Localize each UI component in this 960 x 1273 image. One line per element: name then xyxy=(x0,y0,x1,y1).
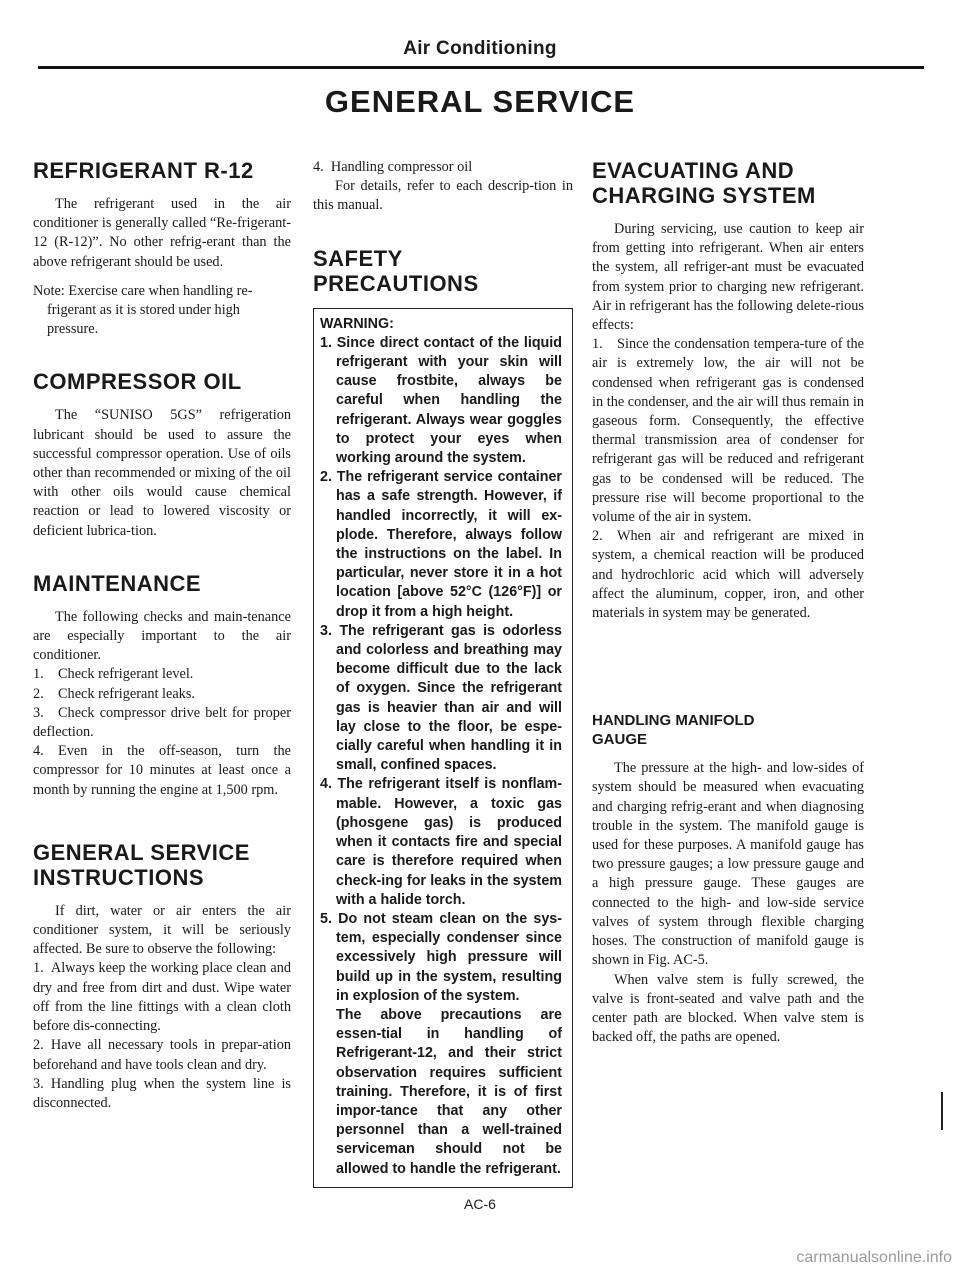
safety-heading: SAFETY xyxy=(313,245,403,271)
refrigerant-note: Note: Exercise care when handling re-frigerant as it is stored under high pressure. xyxy=(33,282,253,338)
handling-oil-body: For details, refer to each descrip-tion in this manual. xyxy=(313,178,573,214)
warning-item: 4. The refrigerant itself is nonflam-mable. However, a toxic gas (phosgene gas) is produced when it contacts fire and special care is therefore required when check-ing for leaks in the system with a halide torch. xyxy=(320,776,562,908)
page-number: AC-6 xyxy=(464,1196,496,1212)
watermark: carmanualsonline.info xyxy=(796,1249,952,1266)
evacuating-intro: During servicing, use caution to keep air from getting into refrigerant. When air enters the system, all refriger-ant must be evacuated from system prior to charging new refrigerant. Air in refrigerant has the following delete-rious effects: xyxy=(592,221,864,334)
compressor-oil-body: The “SUNISO 5GS” refrigeration lubricant should be used to assure the successful compressor operation. Use of oils other than recommended or mixing of the oil with other oils would cause chemical reaction or lead to lowered viscosity or deficient lubrica-tion. xyxy=(33,407,291,539)
warning-title: WARNING: xyxy=(320,315,394,332)
handling-oil-title: 4. Handling compressor oil xyxy=(313,159,473,175)
instructions-heading: GENERAL SERVICE xyxy=(33,839,250,865)
maintenance-item: 3. Check compressor drive belt for proper deflection. xyxy=(33,704,291,741)
safety-heading-line2: PRECAUTIONS xyxy=(313,270,479,296)
warning-item: 3. The refrigerant gas is odorless and colorless and breathing may become difficult due to the lack of oxygen. Since the refrigerant gas is heavier than air and will lay close to the floor, be espe-cially careful when handling it in small, confined spaces. xyxy=(320,622,562,774)
instructions-item: 2. Have all necessary tools in prepar-ation beforehand and have tools clean and dry. xyxy=(33,1037,291,1073)
refrigerant-body: The refrigerant used in the air conditioner is generally called “Re-frigerant-12 (R-12)”. No other refrig-erant than the above refrigerant should be used. xyxy=(33,196,291,270)
instructions-item: 1. Always keep the working place clean and dry and free from dirt and dust. Wipe water off from the line fittings with a clean cloth before dis-connecting. xyxy=(33,960,291,1035)
warning-box xyxy=(313,308,573,1188)
manifold-body-2: When valve stem is fully screwed, the valve is front-seated and valve path and the center path are blocked. When valve stem is backed off, the paths are opened. xyxy=(592,971,864,1046)
manifold-heading-line2: GAUGE xyxy=(592,731,648,749)
right-column xyxy=(592,158,864,1047)
running-title: Air Conditioning xyxy=(403,38,557,59)
maintenance-item: 2. Check refrigerant leaks. xyxy=(33,685,195,702)
instructions-item: 3. Handling plug when the system line is disconnected. xyxy=(33,1075,291,1111)
page-title: GENERAL SERVICE xyxy=(324,84,636,119)
warning-item: 5. Do not steam clean on the sys-tem, especially condenser since excessively high pressure will build up in the system, resulting in explosion of the system. xyxy=(320,910,562,1004)
maintenance-item: 4. Even in the off-season, turn the compressor for 10 minutes at least once a month by running the engine at 1,500 rpm. xyxy=(33,743,291,798)
evacuating-item: 2. When air and refrigerant are mixed in system, a chemical reaction will be produced and hydrochloric acid which will adversely affect the aluminum, copper, iron, and other materials in system may be generated. xyxy=(592,528,864,622)
header-rule xyxy=(38,66,924,69)
middle-column xyxy=(313,158,573,1188)
evacuating-heading: EVACUATING AND xyxy=(592,158,795,183)
manifold-body: The pressure at the high- and low-sides of system should be measured when evacuating and charging refrig-erant and when diagnosing trouble in the system. The manifold gauge is used for these purposes. A manifold gauge has two pressure gauges; a low pressure gauge and a high pressure gauge. These gauges are connected to the high- and low-side service valves of system through flexible charging hoses. The construction of manifold gauge is shown in Fig. AC-5. xyxy=(592,760,864,969)
manifold-heading: HANDLING MANIFOLD xyxy=(592,712,755,730)
compressor-oil-heading: COMPRESSOR OIL xyxy=(33,369,242,395)
evacuating-heading-line2: CHARGING SYSTEM xyxy=(592,183,816,208)
warning-item: 1. Since direct contact of the liquid refrigerant with your skin will cause frostbite, always be careful when handling the refrigerant. Always wear goggles to protect your eyes when working around the system. xyxy=(320,334,562,467)
maintenance-intro: The following checks and main-tenance are especially important to the air conditioner. xyxy=(33,608,291,664)
maintenance-item: 1. Check refrigerant level. xyxy=(33,666,194,683)
margin-bar xyxy=(941,1092,943,1130)
instructions-heading-line2: INSTRUCTIONS xyxy=(33,864,204,890)
warning-closing: The above precautions are essen-tial in handling of Refrigerant-12, and their strict observation requires sufficient training. Therefore, it is of first impor-tance that any other personnel than a well-trained serviceman should not be allowed to handle the refrigerant. xyxy=(336,1006,562,1177)
instructions-intro: If dirt, water or air enters the air conditioner system, it will be seriously affected. Be sure to observe the following: xyxy=(33,902,291,958)
maintenance-heading: MAINTENANCE xyxy=(33,570,202,596)
refrigerant-heading: REFRIGERANT R-12 xyxy=(33,158,254,183)
warning-item: 2. The refrigerant service container has a safe strength. However, if handled incorrectly, it will ex-plode. Therefore, always follow the instructions on the label. In particular, never store it in a hot location [above 52°C (126°F)] or drop it from a high height. xyxy=(320,469,562,620)
evacuating-item: 1. Since the condensation tempera-ture of the air is extremely low, the air will not be condensed when refrigerant gas is condensed in the condenser, and the air will thus remain in gaseous form. Consequently, the effective thermal transmission area of condenser for refrigerant gas will be reduced and refrigerant gas to be condensed will be reduced. The pressure rise will become proportional to the volume of the air in system. xyxy=(592,336,864,526)
left-column xyxy=(33,158,291,1113)
